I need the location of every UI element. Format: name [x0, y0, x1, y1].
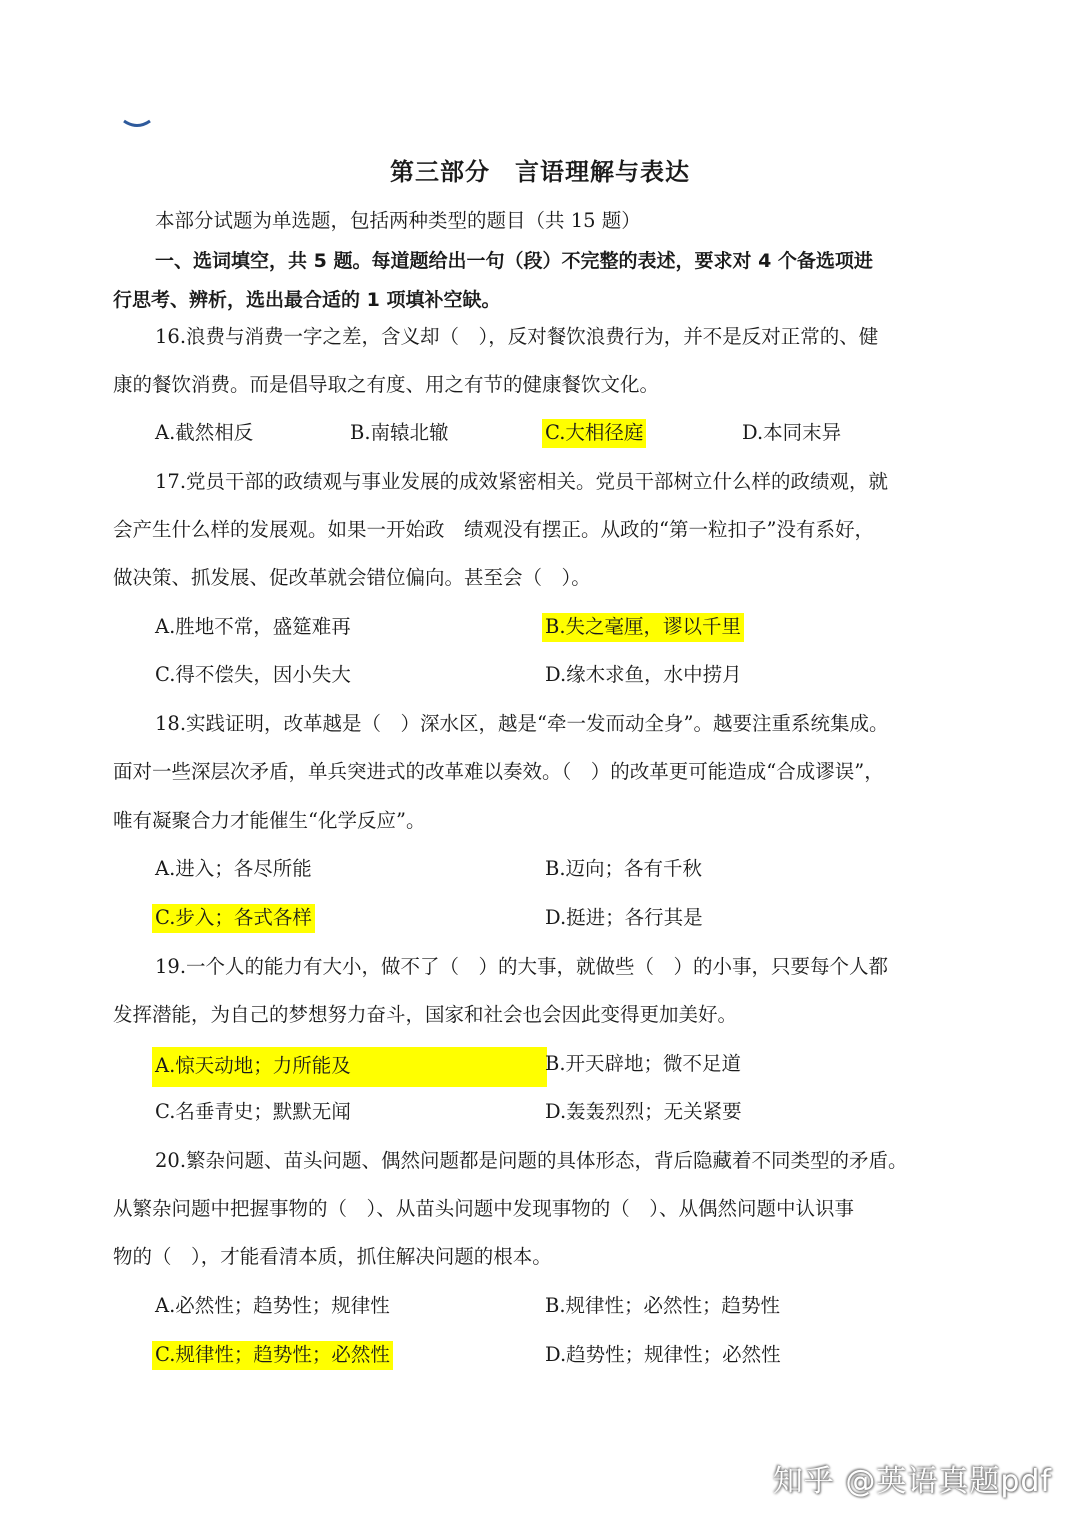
q16-option-a: A.截然相反: [155, 421, 254, 444]
question-20-text: 物的（ ），才能看清本质，抓住解决问题的根本。: [113, 1245, 552, 1268]
answer-highlight: C.大相径庭: [542, 419, 646, 448]
question-18-text: 唯有凝聚合力才能催生“化学反应”。: [113, 809, 426, 832]
q20-option-c: [155, 1338, 393, 1372]
question-17-text: 17.党员干部的政绩观与事业发展的成效紧密相关。党员干部树立什么样的政绩观，就: [155, 470, 889, 493]
instruction-line: 行思考、辨析，选出最合适的 1 项填补空缺。: [113, 289, 501, 311]
instruction-line: 一、选词填空，共 5 题。每道题给出一句（段）不完整的表述，要求对 4 个备选项进: [155, 250, 873, 272]
answer-highlight: B.失之毫厘，谬以千里: [542, 613, 744, 642]
question-16-text: 康的餐饮消费。而是倡导取之有度、用之有节的健康餐饮文化。: [113, 373, 660, 396]
question-20-text: 20.繁杂问题、苗头问题、偶然问题都是问题的具体形态，背后隐藏着不同类型的矛盾。: [155, 1149, 908, 1172]
question-19-text: 发挥潜能，为自己的梦想努力奋斗，国家和社会也会因此变得更加美好。: [113, 1003, 738, 1026]
q19-option-c: C.名垂青史；默默无闻: [155, 1100, 351, 1123]
q20-option-b: B.规律性；必然性；趋势性: [545, 1294, 781, 1317]
q19-option-a: [155, 1047, 547, 1087]
answer-highlight: C.规律性；趋势性；必然性: [152, 1341, 393, 1370]
answer-highlight: A.惊天动地；力所能及: [152, 1047, 547, 1087]
question-17-text: 做决策、抓发展、促改革就会错位偏向。甚至会（ ）。: [113, 566, 591, 589]
q16-option-b: B.南辕北辙: [350, 421, 449, 444]
q17-option-d: D.缘木求鱼，水中捞月: [545, 663, 742, 686]
intro-text: 本部分试题为单选题，包括两种类型的题目（共 15 题）: [155, 209, 641, 232]
q17-option-b: [545, 610, 744, 644]
question-18-text: 18.实践证明，改革越是（ ）深水区，越是“牵一发而动全身”。越要注重系统集成。: [155, 712, 889, 735]
q20-option-d: D.趋势性；规律性；必然性: [545, 1343, 781, 1366]
q19-option-b: B.开天辟地；微不足道: [545, 1052, 742, 1075]
q18-option-c: [155, 901, 315, 935]
zhihu-watermark: 知乎 @英语真题pdf: [772, 1464, 1052, 1499]
q16-option-c: [545, 416, 646, 450]
answer-highlight: C.步入；各式各样: [152, 904, 315, 933]
q20-option-a: A.必然性；趋势性；规律性: [155, 1294, 390, 1317]
q18-option-a: A.进入；各尽所能: [155, 857, 312, 880]
q16-option-d: D.本同末异: [742, 421, 842, 444]
corner-mark-icon: [122, 118, 152, 128]
q18-option-b: B.迈向；各有千秋: [545, 857, 703, 880]
section-title: 第三部分 言语理解与表达: [390, 158, 690, 186]
question-20-text: 从繁杂问题中把握事物的（ ）、从苗头问题中发现事物的（ ）、从偶然问题中认识事: [113, 1197, 855, 1220]
question-19-text: 19.一个人的能力有大小，做不了（ ）的大事，就做些（ ）的小事，只要每个人都: [155, 955, 889, 978]
question-18-text: 面对一些深层次矛盾，单兵突进式的改革难以奏效。（ ）的改革更可能造成“合成谬误”，: [113, 760, 884, 783]
q19-option-d: D.轰轰烈烈；无关紧要: [545, 1100, 742, 1123]
q17-option-a: A.胜地不常，盛筵难再: [155, 615, 351, 638]
q18-option-d: D.挺进；各行其是: [545, 906, 703, 929]
question-17-text: 会产生什么样的发展观。如果一开始政 绩观没有摆正。从政的“第一粒扣子”没有系好，: [113, 518, 874, 541]
question-16-text: 16.浪费与消费一字之差，含义却（ ），反对餐饮浪费行为，并不是反对正常的、健: [155, 325, 879, 348]
q17-option-c: C.得不偿失，因小失大: [155, 663, 351, 686]
